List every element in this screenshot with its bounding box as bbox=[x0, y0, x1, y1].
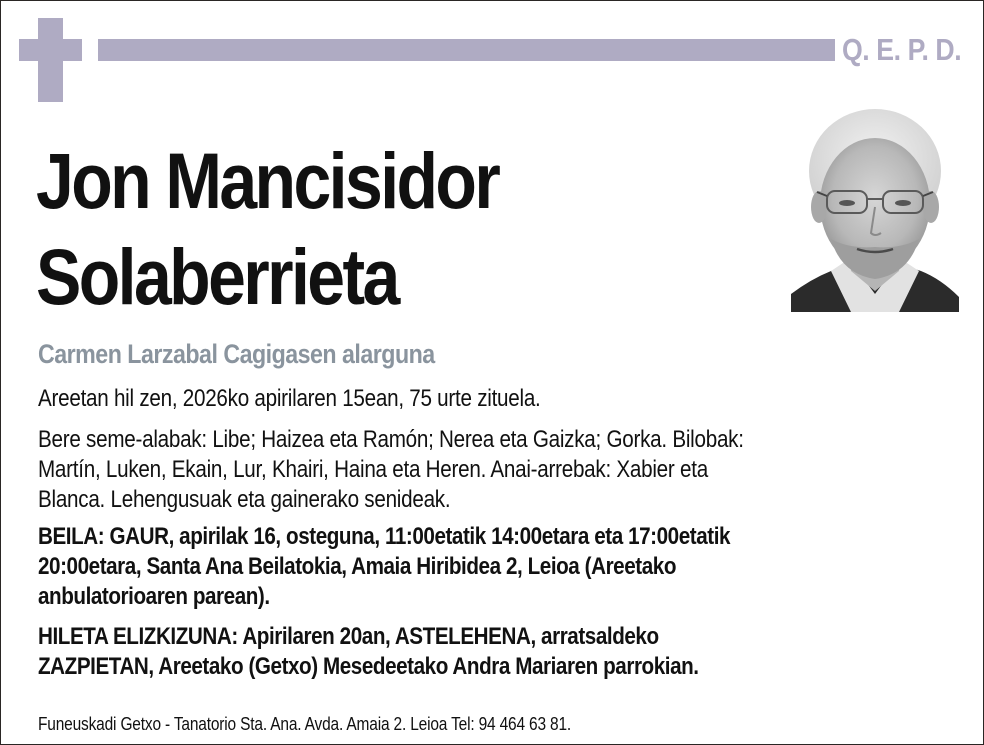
death-details: Areetan hil zen, 2026ko apirilaren 15ean, 75 urte zituela. bbox=[38, 385, 541, 412]
spouse-line: Carmen Larzabal Cagigasen alarguna bbox=[38, 339, 435, 369]
funeral-home-footer: Funeuskadi Getxo - Tanatorio Sta. Ana. Avda. Amaia 2. Leioa Tel: 94 464 63 81. bbox=[38, 714, 572, 734]
family-line: Martín, Luken, Ekain, Lur, Khairi, Haina eta Heren. Anai-arrebak: Xabier eta bbox=[38, 456, 708, 483]
portrait-photo bbox=[791, 99, 959, 312]
wake-line: 20:00etara, Santa Ana Beilatokia, Amaia Hiribidea 2, Leioa (Areetako bbox=[38, 553, 677, 580]
funeral-line: ZAZPIETAN, Areetako (Getxo) Mesedeetako Andra Mariaren parrokian. bbox=[38, 653, 699, 680]
wake-details bbox=[38, 522, 975, 612]
header-rule bbox=[98, 39, 835, 61]
family-line: Bere seme-alabak: Libe; Haizea eta Ramón; Nerea eta Gaizka; Gorka. Bilobak: bbox=[38, 426, 744, 453]
wake-line: BEILA: GAUR, apirilak 16, osteguna, 11:00etatik 14:00etara eta 17:00etatik bbox=[38, 523, 731, 550]
name-line-1: Jon Mancisidor bbox=[36, 136, 499, 225]
funeral-details bbox=[38, 622, 975, 682]
name-line-2: Solaberrieta bbox=[36, 232, 398, 321]
family-list bbox=[38, 425, 975, 515]
wake-line: anbulatorioaren parean). bbox=[38, 583, 270, 610]
funeral-line: HILETA ELIZKIZUNA: Apirilaren 20an, ASTELEHENA, arratsaldeko bbox=[38, 623, 659, 650]
deceased-name bbox=[36, 133, 498, 325]
cross-icon-arm bbox=[19, 39, 82, 61]
qepd-initials: Q. E. P. D. bbox=[842, 32, 962, 67]
family-line: Blanca. Lehengusuak eta gainerako senideak. bbox=[38, 486, 451, 513]
